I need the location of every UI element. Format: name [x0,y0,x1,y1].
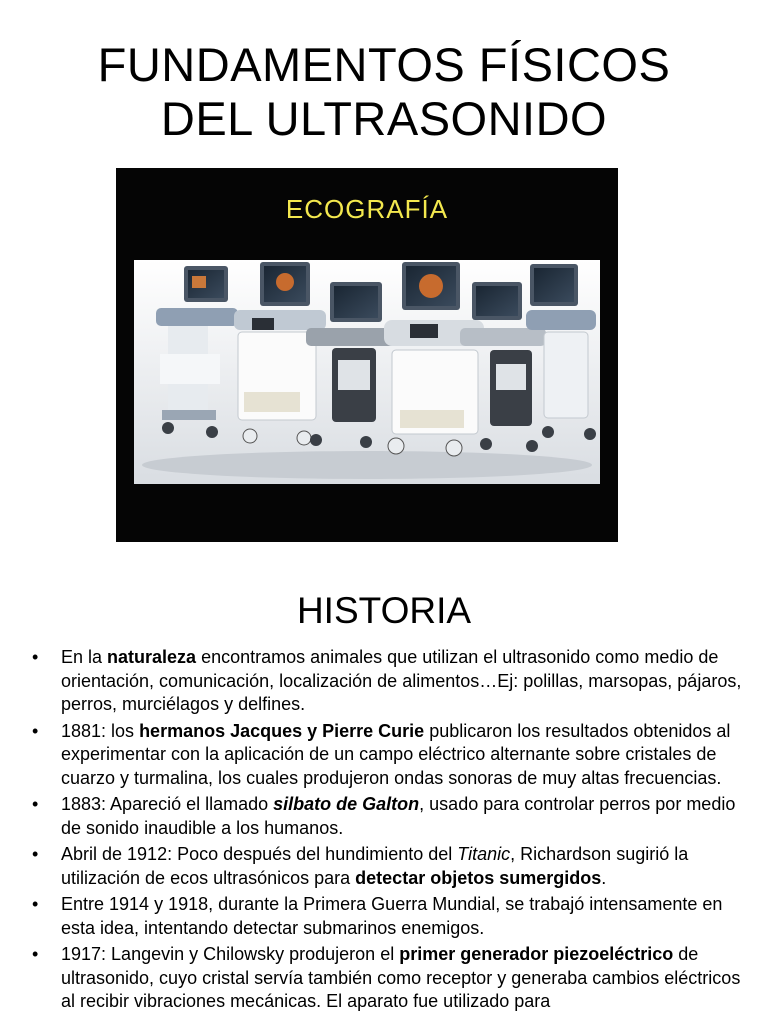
list-item [32,646,744,717]
bold-text: detectar objetos sumergidos [355,867,602,888]
text-run: En la [61,647,108,667]
text-run: 1883: Apareció el llamado [61,794,274,814]
title-line-1: FUNDAMENTOS FÍSICOS [97,38,671,91]
list-item [32,720,744,791]
bullet-marker: • [32,794,39,814]
text-run: . [601,867,607,888]
page-title [0,38,768,146]
bold-text: naturaleza [107,647,197,667]
bullet-marker: • [32,647,39,667]
bullet-marker: • [32,894,39,914]
section-title-historia: HISTORIA [296,590,472,631]
text-run: publicaron los resultados obtenidos al experimentar con la aplicación de un campo eléctrico alternante sobre cristales de cuarzo y turmalina, los cuales produjeron ondas sonoras de muy altas frecuencias. [61,720,731,788]
text-run: encontramos animales que utilizan el ultrasonido como medio de orientación, comunicación, localización de alimentos…Ej: polillas, marsopas, pájaros, perros, murciélagos y delfines. [61,647,742,714]
title-line-2: DEL ULTRASONIDO [160,92,608,145]
text-run: , usado para controlar perros por medio de sonido inaudible a los humanos. [61,794,736,838]
text-run: Entre 1914 y 1918, durante la Primera Guerra Mundial, se trabajó intensamente en esta idea, intentando detectar submarinos enemigos. [61,894,723,938]
bullet-marker: • [32,844,39,864]
list-item [32,843,744,890]
italic-text: Titanic [457,844,511,864]
text-run: 1881: los [61,720,140,741]
list-item [32,893,744,940]
text-run: 1917: Langevin y Chilowsky produjeron el [61,944,400,964]
bullet-marker: • [32,944,39,964]
bullet-marker: • [32,720,39,741]
historia-bullet-list [32,646,744,1017]
text-run: , Richardson sugirió la utilización de ecos ultrasónicos para [61,844,689,888]
list-item [32,943,744,1014]
list-item [32,793,744,840]
bold-text: primer generador piezoeléctrico [399,944,674,964]
ultrasound-machines-illustration [134,260,600,484]
bold-italic-text: silbato de Galton [273,794,420,814]
ultrasound-machines-photo [134,260,600,484]
bold-text: hermanos Jacques y Pierre Curie [139,720,425,741]
ecografia-slide-image [116,168,618,542]
text-run: de ultrasonido, cuyo cristal servía también como receptor y generaba cambios eléctricos al recibir vibraciones mecánicas. El aparato fue utilizado para [61,944,741,1011]
slide-title: ECOGRAFÍA [285,194,449,224]
text-run: Abril de 1912: Poco después del hundimiento del [61,844,458,864]
